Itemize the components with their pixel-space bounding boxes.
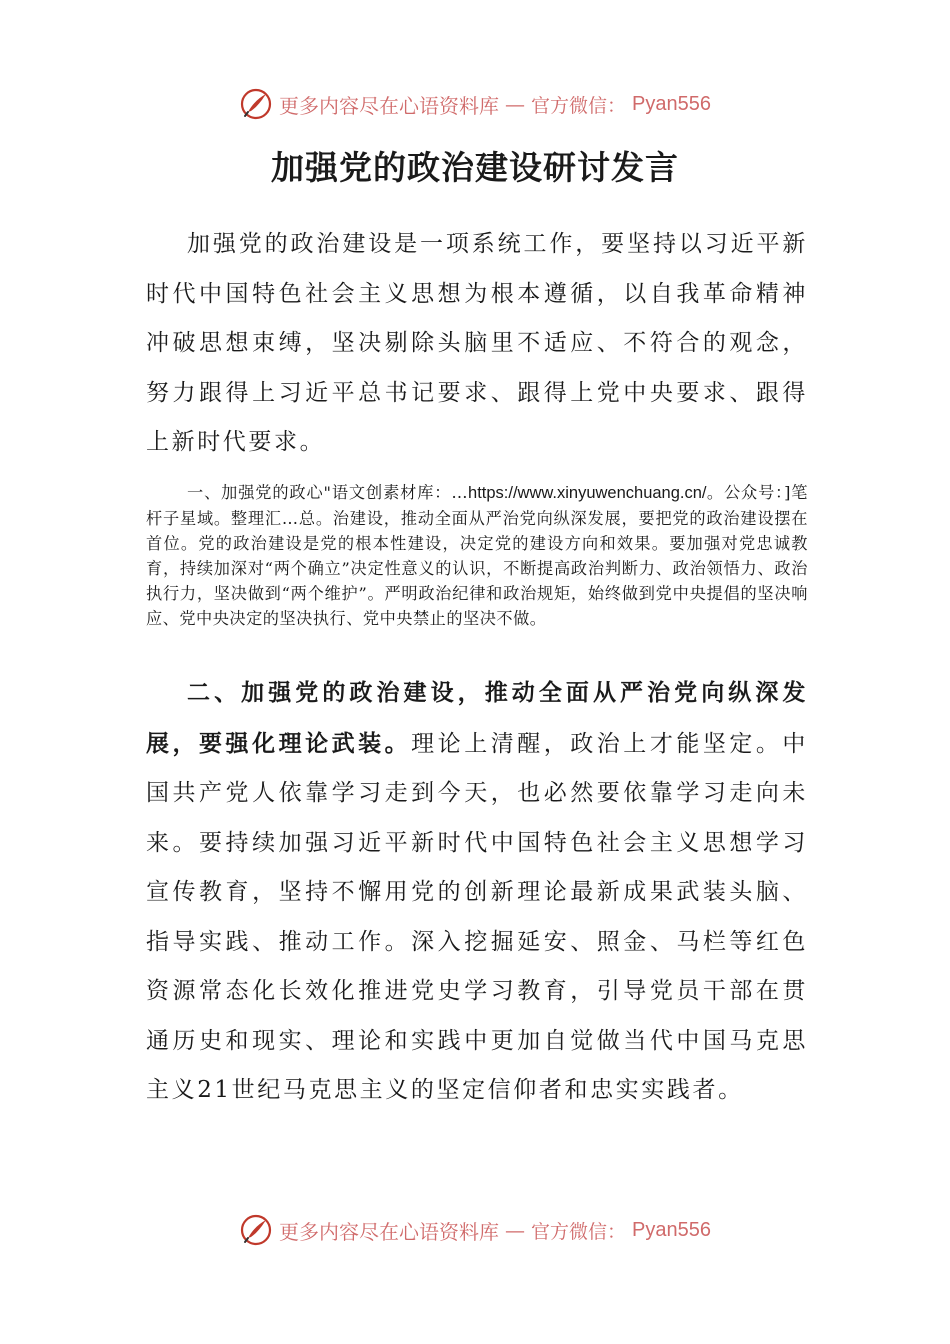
source-url-link[interactable]: https://www.xinyuwenchuang.cn/	[468, 484, 707, 502]
paragraph-section-one	[146, 480, 808, 631]
document-title: 加强党的政治建设研讨发言	[271, 148, 679, 187]
footer-official-label: 官方微信：	[531, 1220, 627, 1243]
banner-dash: —	[505, 92, 525, 116]
footer-banner-dash: —	[505, 1218, 525, 1242]
footer-banner-text: 更多内容尽在心语资料库	[279, 1219, 499, 1244]
paragraph-section-one-start: 一、加强党的政心"语文创素材库：…	[187, 483, 469, 502]
paragraph-section-two	[146, 668, 808, 1116]
section-two-heading: 二、加强党的政治建设，推动全面从严治党向纵深发展，要强化理论武装。	[146, 679, 808, 757]
quill-logo-icon	[239, 1213, 273, 1247]
paragraph-section-one-rest: 。公众号：]笔杆子星域。整理汇…总。治建设，推动全面从严治党向纵深发展，要把党的政治建设摆在首位。党的政治建设是党的根本性建设，决定党的建设方向和效果。要加强对党忠诚教育，持续加深对“两个确立”决定性意义的认识，不断提高政治判断力、政治领悟力、政治执行力，坚决做到“两个维护”。严明政治纪律和政治规矩，始终做到党中央提倡的坚决响应、党中央决定的坚决执行、党中央禁止的坚决不做。	[146, 483, 808, 628]
banner-text: 更多内容尽在心语资料库	[279, 93, 499, 118]
header-watermark-banner	[0, 84, 950, 124]
paragraph-intro: 加强党的政治建设是一项系统工作，要坚持以习近平新时代中国特色社会主义思想为根本遵循，以自我革命精神冲破思想束缚，坚决剔除头脑里不适应、不符合的观念，努力跟得上习近平总书记要求、跟得上党中央要求、跟得上新时代要求。	[146, 231, 808, 455]
section-two-body: 理论上清醒，政治上才能坚定。中国共产党人依靠学习走到今天，也必然要依靠学习走向未来。要持续加强习近平新时代中国特色社会主义思想学习宣传教育，坚持不懈用党的创新理论最新成果武装头脑、指导实践、推动工作。深入挖掘延安、照金、马栏等红色资源常态化长效化推进党史学习教育，引导党员干部在贯通历史和现实、理论和实践中更加自觉做当代中国马克思主义21世纪马克思主义的坚定信仰者和忠实实践者。	[146, 730, 809, 1103]
quill-logo-icon	[239, 87, 273, 121]
banner-official-label: 官方微信：	[531, 94, 627, 117]
banner-wechat-id: Pyan556	[632, 92, 711, 115]
footer-watermark-banner	[0, 1210, 950, 1250]
footer-wechat-id: Pyan556	[632, 1218, 711, 1241]
